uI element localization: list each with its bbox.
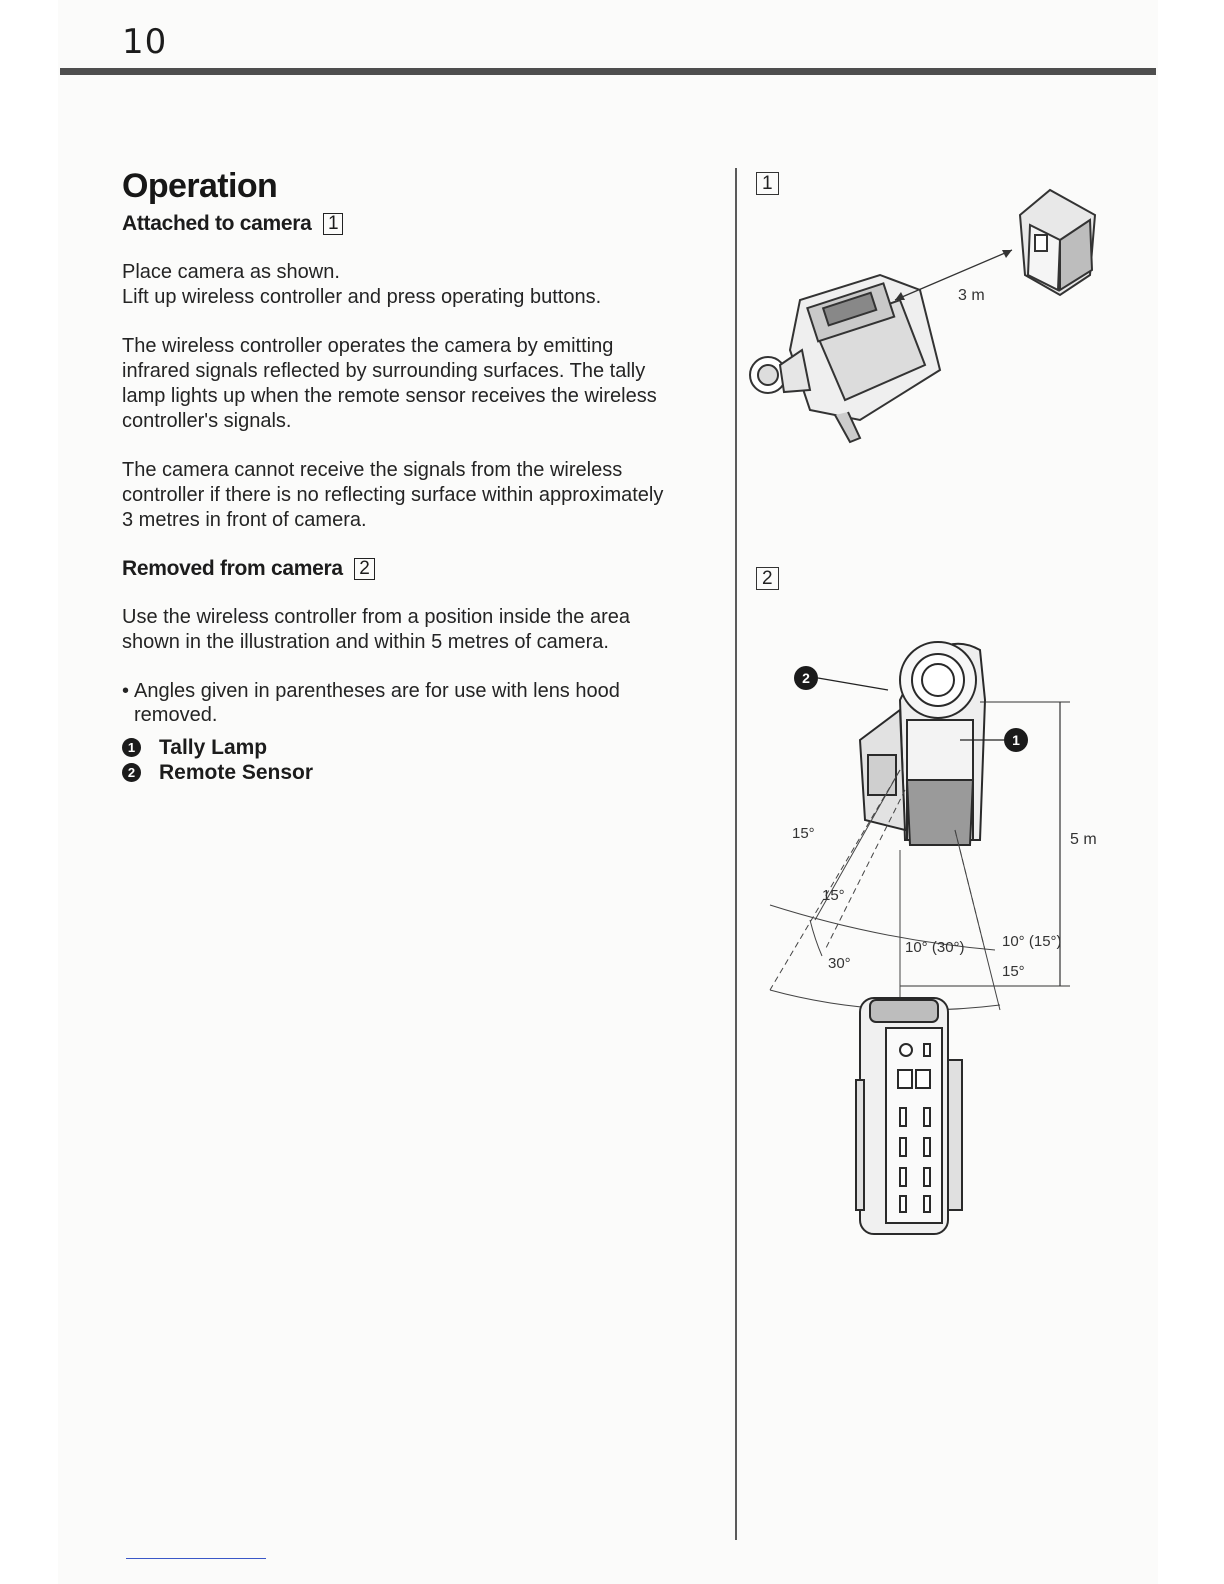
removed-heading bbox=[122, 555, 712, 583]
attached-paragraph-2 bbox=[122, 334, 712, 434]
removed-line: Use the wireless controller from a position inside the area bbox=[122, 606, 631, 628]
legend-label-2: Remote Sensor bbox=[159, 761, 314, 784]
note-line: Angles given in parentheses are for use with lens hood bbox=[134, 680, 620, 702]
angle-label-15-top: 15° bbox=[792, 825, 815, 842]
legend-item-remote-sensor bbox=[122, 760, 712, 785]
page-number: 10 bbox=[122, 22, 168, 62]
distance-5m: 5 m bbox=[1070, 831, 1097, 848]
attached-heading bbox=[122, 210, 712, 238]
para2-line: lamp lights up when the remote sensor receives the wireless bbox=[122, 385, 657, 407]
figure-2-illustration bbox=[760, 620, 1120, 1250]
column-divider bbox=[735, 168, 737, 1540]
para3-line: controller if there is no reflecting surface within approximately bbox=[122, 484, 664, 506]
attached-heading-text: Attached to camera bbox=[122, 212, 312, 235]
figure-ref-1: 1 bbox=[323, 213, 343, 235]
callout-number-tally: 1 bbox=[1012, 732, 1020, 748]
figure-1-illustration bbox=[740, 180, 1120, 460]
para2-line: infrared signals reflected by surrounding surfaces. The tally bbox=[122, 360, 646, 382]
angle-label-15-lower: 15° bbox=[822, 887, 845, 904]
section-title: Operation bbox=[122, 167, 278, 205]
callout-line-sensor bbox=[818, 678, 888, 690]
legend-number-1: 1 bbox=[122, 738, 141, 757]
camera-top-view-drawing bbox=[860, 642, 985, 845]
footer-line bbox=[126, 1558, 266, 1559]
para3-line: The camera cannot receive the signals from the wireless bbox=[122, 459, 623, 481]
bullet-dot: • bbox=[122, 680, 130, 702]
para2-line: The wireless controller operates the camera by emitting bbox=[122, 335, 614, 357]
note-line: removed. bbox=[134, 704, 218, 726]
para1-line2: Lift up wireless controller and press operating buttons. bbox=[122, 286, 602, 308]
note-bullet bbox=[122, 679, 712, 727]
reflecting-books-drawing bbox=[1020, 190, 1095, 295]
attached-paragraph-3 bbox=[122, 458, 712, 533]
figure-2-label: 2 bbox=[756, 567, 779, 590]
legend-number-2: 2 bbox=[122, 763, 141, 782]
para3-line: 3 metres in front of camera. bbox=[122, 509, 367, 531]
angle-label-15-right: 15° bbox=[1002, 963, 1025, 980]
removed-heading-text: Removed from camera bbox=[122, 557, 343, 580]
wireless-controller-drawing bbox=[856, 998, 962, 1234]
angle-label-10-30: 10° (30°) bbox=[905, 939, 965, 956]
attached-paragraph-1 bbox=[122, 260, 712, 310]
figure-ref-2: 2 bbox=[354, 558, 374, 580]
legend-item-tally-lamp bbox=[122, 735, 712, 760]
signal-arrow bbox=[895, 250, 1012, 300]
angle-label-10-15: 10° (15°) bbox=[1002, 933, 1062, 950]
note-text bbox=[134, 679, 620, 727]
figure-1-label: 1 bbox=[756, 172, 779, 195]
para1-line1: Place camera as shown. bbox=[122, 261, 340, 283]
para2-line: controller's signals. bbox=[122, 410, 292, 432]
removed-line: shown in the illustration and within 5 metres of camera. bbox=[122, 631, 609, 653]
callout-number-sensor: 2 bbox=[802, 670, 810, 686]
text-column bbox=[122, 166, 712, 785]
legend-label-1: Tally Lamp bbox=[159, 736, 268, 759]
header-rule bbox=[60, 68, 1156, 75]
angle-label-30: 30° bbox=[828, 955, 851, 972]
distance-3m: 3 m bbox=[958, 287, 985, 304]
camcorder-drawing bbox=[750, 275, 940, 442]
removed-paragraph bbox=[122, 605, 712, 655]
